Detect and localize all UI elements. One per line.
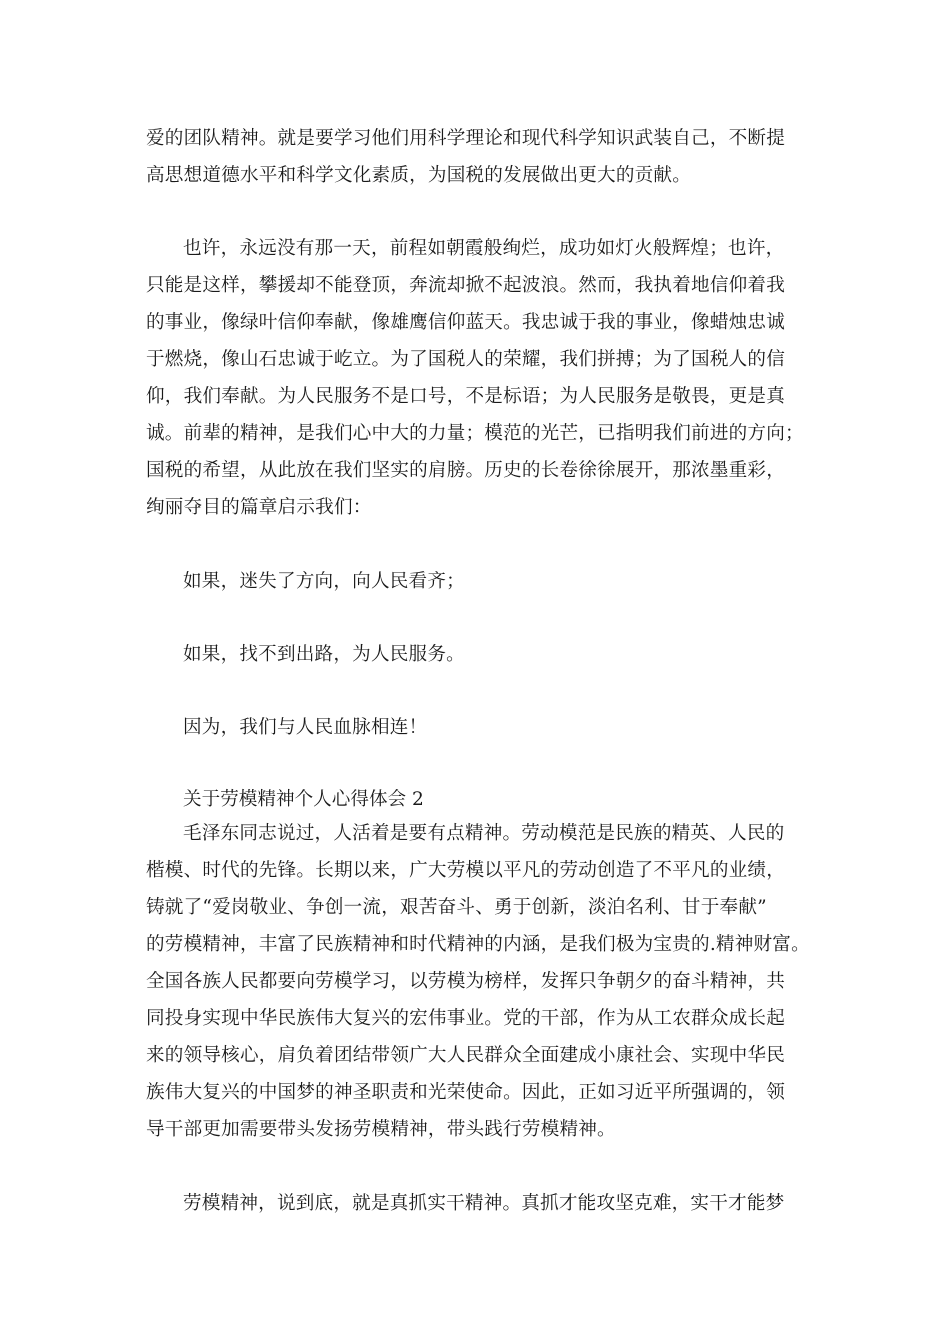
paragraph-4 [146,636,826,673]
text-line: 劳模精神，说到底，就是真抓实干精神。真抓才能攻坚克难，实干才能梦 [183,1193,785,1214]
text-line: 国税的希望，从此放在我们坚实的肩膀。历史的长卷徐徐展开，那浓墨重彩， [146,460,785,481]
text-line: 全国各族人民都要向劳模学习，以劳模为榜样，发挥只争朝夕的奋斗精神，共 [146,971,785,992]
text-line: 仰，我们奉献。为人民服务不是口号，不是标语；为人民服务是敬畏，更是真 [146,386,785,407]
text-line: 来的领导核心，肩负着团结带领广大人民群众全面建成小康社会、实现中华民 [146,1045,785,1066]
text-line: 只能是这样，攀援却不能登顶，奔流却掀不起波浪。然而，我执着地信仰着我 [146,275,785,296]
text-line: 毛泽东同志说过，人活着是要有点精神。劳动模范是民族的精英、人民的 [183,823,785,844]
paragraph-7 [146,1185,826,1222]
paragraph-1 [146,120,826,194]
text-line: 诚。前辈的精神，是我们心中大的力量；模范的光芒，已指明我们前进的方向； [146,423,804,444]
text-line: 的事业，像绿叶信仰奉献，像雄鹰信仰蓝天。我忠诚于我的事业，像蜡烛忠诚 [146,312,785,333]
section-heading: 关于劳模精神个人心得体会 2 [183,789,424,810]
text-line: 导干部更加需要带头发扬劳模精神，带头践行劳模精神。 [146,1119,616,1140]
text-line: 爱的团队精神。就是要学习他们用科学理论和现代科学知识武装自己，不断提 [146,128,785,149]
text-line: 高思想道德水平和科学文化素质，为国税的发展做出更大的贡献。 [146,165,692,186]
text-line: 如果，迷失了方向，向人民看齐； [183,571,465,592]
text-line: 铸就了“爱岗敬业、争创一流，艰苦奋斗、勇于创新，淡泊名利、甘于奉献” [146,897,767,918]
paragraph-2 [146,230,826,526]
text-line: 也许，永远没有那一天，前程如朝霞般绚烂，成功如灯火般辉煌；也许， [183,238,785,259]
text-line: 于燃烧，像山石忠诚于屹立。为了国税人的荣耀，我们拼搏；为了国税人的信 [146,349,785,370]
text-line: 的劳模精神，丰富了民族精神和时代精神的内涵，是我们极为宝贵的.精神财富。 [146,934,810,955]
text-line: 因为，我们与人民血脉相连！ [183,717,428,738]
text-line: 如果，找不到出路，为人民服务。 [183,644,465,665]
text-line: 绚丽夺目的篇章启示我们： [146,497,372,518]
text-line: 同投身实现中华民族伟大复兴的宏伟事业。党的干部，作为从工农群众成长起 [146,1008,785,1029]
paragraph-5 [146,709,826,746]
paragraph-6 [146,815,826,1148]
paragraph-3 [146,563,826,600]
text-line: 族伟大复兴的中国梦的神圣职责和光荣使命。因此，正如习近平所强调的，领 [146,1082,785,1103]
text-line: 楷模、时代的先锋。长期以来，广大劳模以平凡的劳动创造了不平凡的业绩， [146,860,785,881]
